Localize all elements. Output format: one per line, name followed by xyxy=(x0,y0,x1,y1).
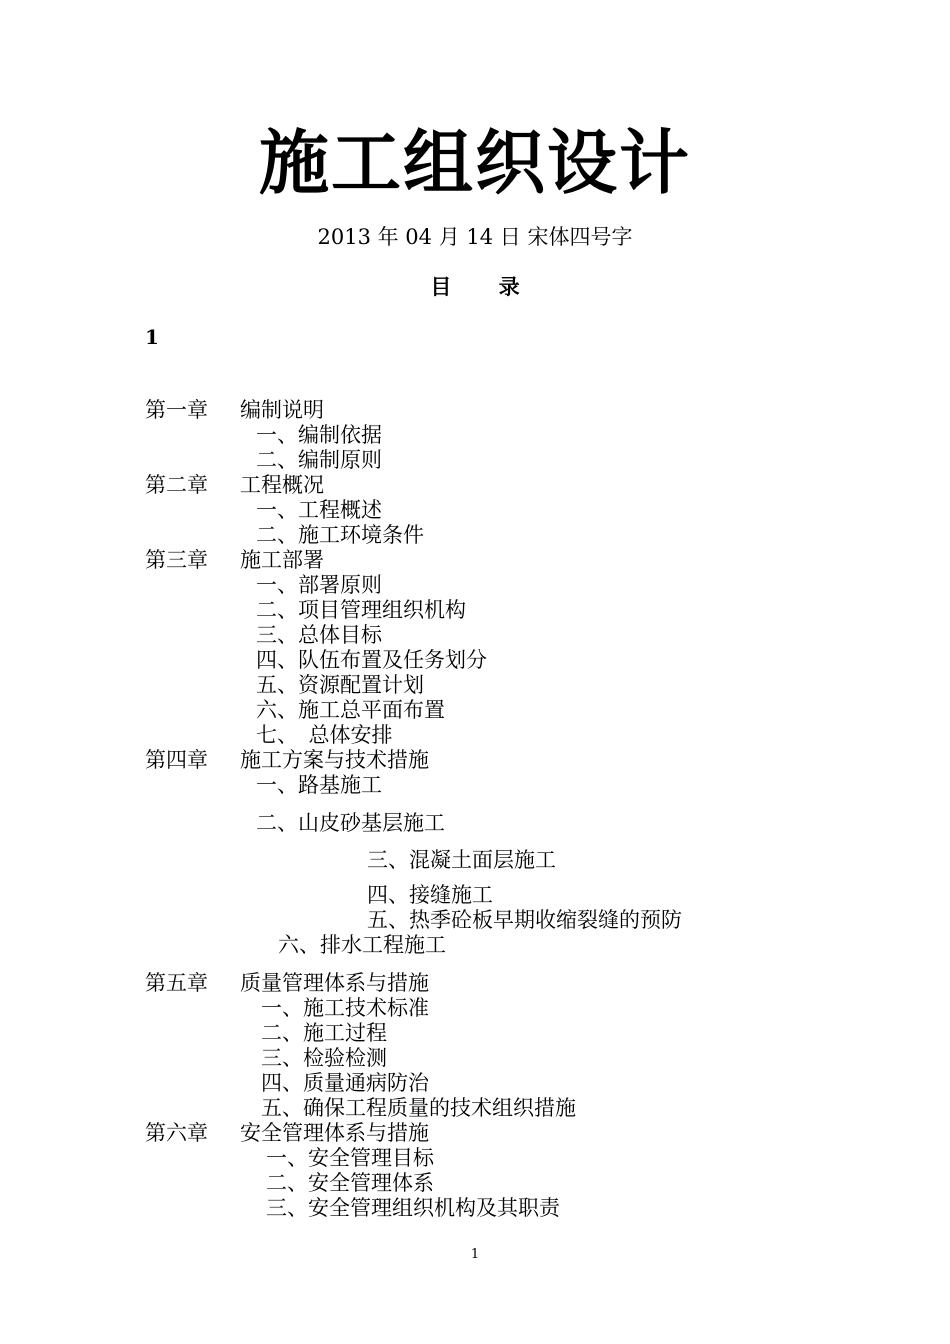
chapter-title: 工程概况 xyxy=(240,473,324,497)
chapter-title: 施工方案与技术措施 xyxy=(240,748,429,772)
toc-section[interactable]: 五、资源配置计划 xyxy=(256,673,424,697)
toc-chapter-3[interactable] xyxy=(145,547,324,573)
toc-section[interactable]: 六、排水工程施工 xyxy=(278,933,446,957)
chapter-label: 第一章 xyxy=(145,398,208,422)
toc-section[interactable]: 一、施工技术标准 xyxy=(261,996,429,1020)
page-number: 1 xyxy=(470,1247,480,1262)
chapter-label: 第四章 xyxy=(145,748,208,772)
toc-section[interactable]: 一、安全管理目标 xyxy=(266,1146,434,1170)
chapter-title: 施工部署 xyxy=(240,548,324,572)
chapter-title: 安全管理体系与措施 xyxy=(240,1121,429,1145)
toc-chapter-2[interactable] xyxy=(145,472,324,498)
toc-section[interactable]: 一、编制依据 xyxy=(256,423,382,447)
toc-chapter-5[interactable] xyxy=(145,970,429,996)
toc-section[interactable]: 二、施工过程 xyxy=(261,1021,387,1045)
toc-heading: 目 录 xyxy=(430,274,520,299)
document-title: 施工组织设计 xyxy=(259,121,691,204)
toc-section[interactable]: 二、项目管理组织机构 xyxy=(256,598,466,622)
toc-chapter-1[interactable] xyxy=(145,397,324,423)
toc-section[interactable]: 五、确保工程质量的技术组织措施 xyxy=(261,1096,576,1120)
chapter-label: 第二章 xyxy=(145,473,208,497)
toc-section[interactable]: 四、接缝施工 xyxy=(367,883,493,907)
toc-number: 1 xyxy=(145,325,159,349)
toc-section[interactable]: 二、安全管理体系 xyxy=(266,1171,434,1195)
toc-section[interactable]: 一、路基施工 xyxy=(256,773,382,797)
chapter-label: 第三章 xyxy=(145,548,208,572)
toc-chapter-4[interactable] xyxy=(145,747,429,773)
chapter-title: 质量管理体系与措施 xyxy=(240,971,429,995)
toc-section[interactable]: 三、检验检测 xyxy=(261,1046,387,1070)
toc-section[interactable]: 三、混凝土面层施工 xyxy=(367,848,556,872)
toc-section[interactable]: 五、热季砼板早期收缩裂缝的预防 xyxy=(367,908,682,932)
chapter-label: 第六章 xyxy=(145,1121,208,1145)
toc-section[interactable]: 一、部署原则 xyxy=(256,573,382,597)
toc-section[interactable]: 三、总体目标 xyxy=(256,623,382,647)
date-line: 2013 年 04 月 14 日 宋体四号字 xyxy=(317,225,633,249)
toc-section[interactable]: 七、 总体安排 xyxy=(256,723,393,747)
chapter-label: 第五章 xyxy=(145,971,208,995)
toc-section[interactable]: 四、队伍布置及任务划分 xyxy=(256,648,487,672)
toc-section[interactable]: 六、施工总平面布置 xyxy=(256,698,445,722)
toc-section[interactable]: 二、山皮砂基层施工 xyxy=(256,811,445,835)
toc-section[interactable]: 四、质量通病防治 xyxy=(261,1071,429,1095)
toc-section[interactable]: 三、安全管理组织机构及其职责 xyxy=(266,1196,560,1220)
toc-section[interactable]: 二、施工环境条件 xyxy=(256,523,424,547)
chapter-title: 编制说明 xyxy=(240,398,324,422)
toc-section[interactable]: 一、工程概述 xyxy=(256,498,382,522)
toc-chapter-6[interactable] xyxy=(145,1120,429,1146)
toc-section[interactable]: 二、编制原则 xyxy=(256,448,382,472)
